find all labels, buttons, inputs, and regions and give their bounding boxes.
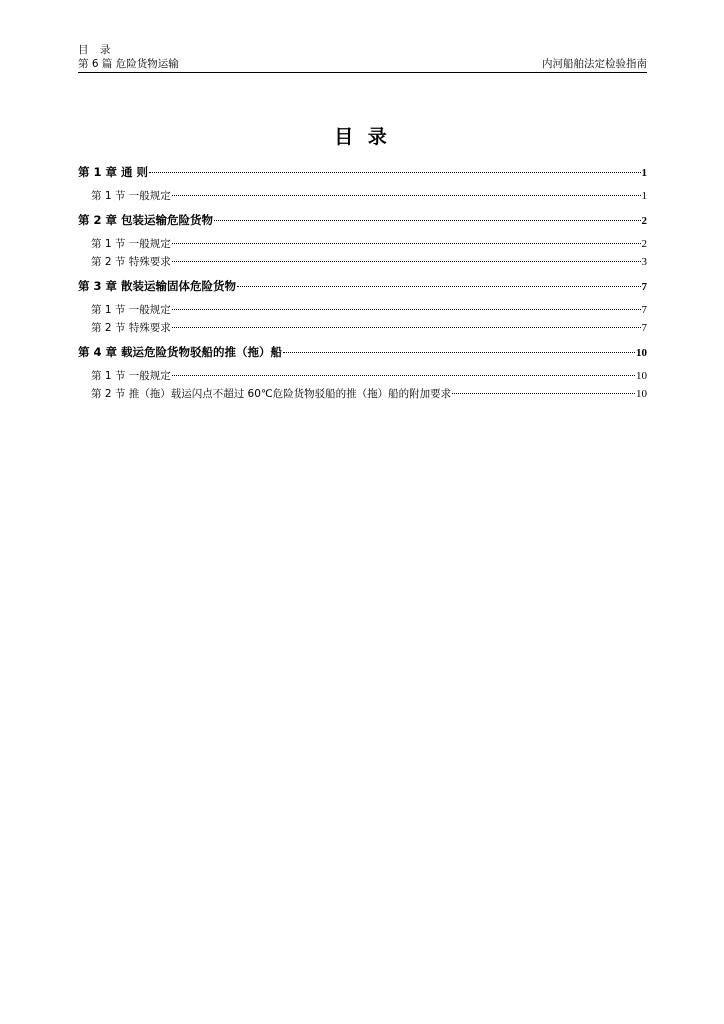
toc-entry-section[interactable] bbox=[78, 254, 647, 272]
dot-leader bbox=[149, 172, 640, 173]
toc-entry-section[interactable] bbox=[78, 302, 647, 320]
toc-entry-label: 第 2 节 推（拖）载运闪点不超过 60℃危险货物驳船的推（拖）船的附加要求 bbox=[91, 388, 452, 400]
toc-entry-label: 第 1 节 一般规定 bbox=[91, 238, 171, 250]
toc-entry-label: 第 2 节 特殊要求 bbox=[91, 322, 171, 334]
toc-entry-label: 第 2 节 特殊要求 bbox=[91, 256, 171, 268]
toc-entry-chapter-2[interactable] bbox=[78, 212, 647, 232]
header-part-title: 第 6 篇 危险货物运输 bbox=[78, 58, 179, 70]
toc-entry-chapter-4[interactable] bbox=[78, 344, 647, 364]
dot-leader bbox=[237, 286, 640, 287]
toc-entry-label: 第 4 章 载运危险货物驳船的推（拖）船 bbox=[78, 345, 283, 359]
header-book-title: 内河船舶法定检验指南 bbox=[542, 58, 647, 70]
toc-entry-section[interactable] bbox=[78, 320, 647, 338]
toc-page-number: 10 bbox=[636, 347, 647, 359]
toc-entry-section[interactable] bbox=[78, 386, 647, 404]
toc-entry-chapter-3[interactable] bbox=[78, 278, 647, 298]
toc-page-number: 3 bbox=[641, 256, 647, 268]
toc-page-number: 2 bbox=[641, 238, 647, 250]
toc-page-number: 2 bbox=[641, 215, 647, 227]
toc-entry-section[interactable] bbox=[78, 188, 647, 206]
dot-leader bbox=[283, 352, 635, 353]
dot-leader bbox=[172, 195, 641, 196]
dot-leader bbox=[452, 393, 635, 394]
toc-entry-section[interactable] bbox=[78, 236, 647, 254]
dot-leader bbox=[172, 327, 641, 328]
toc-page-number: 7 bbox=[641, 304, 647, 316]
header-row bbox=[78, 57, 647, 71]
dot-leader bbox=[172, 309, 641, 310]
toc-entry-section[interactable] bbox=[78, 368, 647, 386]
toc-entry-label: 第 1 节 一般规定 bbox=[91, 304, 171, 316]
header-rule bbox=[78, 72, 647, 73]
toc-page-number: 10 bbox=[636, 370, 647, 382]
dot-leader bbox=[214, 220, 640, 221]
header-top-label: 目 录 bbox=[78, 44, 115, 56]
table-of-contents bbox=[78, 164, 647, 404]
toc-entry-chapter-1[interactable] bbox=[78, 164, 647, 184]
toc-page-number: 1 bbox=[641, 190, 647, 202]
toc-page-number: 7 bbox=[641, 322, 647, 334]
toc-page-number: 10 bbox=[636, 388, 647, 400]
toc-entry-label: 第 1 节 一般规定 bbox=[91, 190, 171, 202]
dot-leader bbox=[172, 243, 641, 244]
toc-page-number: 1 bbox=[641, 167, 647, 179]
toc-title: 目 录 bbox=[334, 126, 391, 148]
toc-entry-label: 第 3 章 散装运输固体危险货物 bbox=[78, 279, 237, 293]
dot-leader bbox=[172, 375, 635, 376]
dot-leader bbox=[172, 261, 641, 262]
toc-page-number: 7 bbox=[641, 281, 647, 293]
toc-entry-label: 第 1 章 通 则 bbox=[78, 165, 149, 179]
running-header bbox=[78, 43, 647, 71]
toc-entry-label: 第 2 章 包装运输危险货物 bbox=[78, 213, 214, 227]
toc-entry-label: 第 1 节 一般规定 bbox=[91, 370, 171, 382]
